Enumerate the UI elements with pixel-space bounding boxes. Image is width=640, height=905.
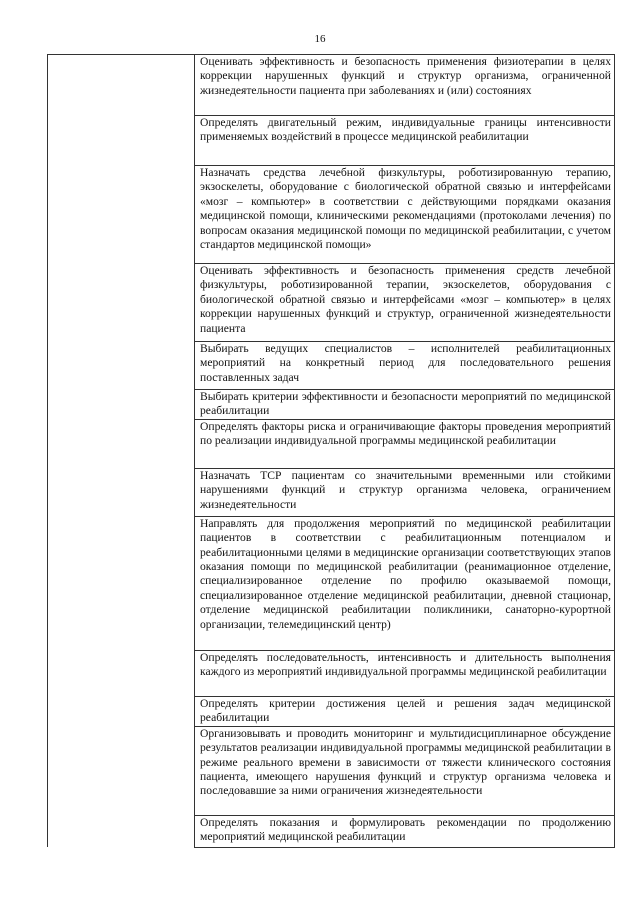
left-column-cell — [48, 55, 195, 848]
table-cell — [195, 116, 615, 166]
table-cell — [195, 726, 615, 815]
row-text: Организовывать и проводить мониторинг и мультидисциплинарное обсуждение результатов реализации индивидуальной программы медицинской реабилитации в режиме реального времени в зависимости от тяжести клинического состояния пациента, имеющего нарушения функций и структур организма человека и последовавшие за ними ограничения жизнедеятельности — [200, 726, 611, 798]
table-cell — [195, 390, 615, 420]
page-number: 16 — [314, 33, 326, 45]
row-text: Оценивать эффективность и безопасность применения физиотерапии в целях коррекции нарушенных функций и структур организма, ограниченной жизнедеятельности пациента при заболеваниях и (или) состояниях — [200, 55, 611, 97]
row-text: Определять факторы риска и ограничивающие факторы проведения мероприятий по реализации индивидуальной программы медицинской реабилитации — [200, 419, 611, 448]
table-row — [48, 55, 615, 116]
row-text: Определять критерии достижения целей и решения задач медицинской реабилитации — [200, 696, 611, 725]
table-cell — [195, 419, 615, 468]
row-text: Назначать ТСР пациентам со значительными временными или стойкими нарушениями функций и структур организма человека, ограничением жизнедеятельности — [200, 468, 611, 511]
skills-table — [47, 54, 615, 848]
table-cell — [195, 696, 615, 726]
row-text: Выбирать ведущих специалистов – исполнителей реабилитационных мероприятий на конкретный период для последовательного решения поставленных задач — [200, 342, 611, 384]
table-cell — [195, 815, 615, 847]
table-cell — [195, 342, 615, 390]
table-cell — [195, 468, 615, 516]
row-text: Определять двигательный режим, индивидуальные границы интенсивности применяемых воздействий в процессе медицинской реабилитации — [200, 116, 611, 144]
table-cell — [195, 166, 615, 264]
row-text: Определять последовательность, интенсивность и длительность выполнения каждого из мероприятий индивидуальной программы медицинской реабилитации — [200, 650, 611, 679]
row-text: Направлять для продолжения мероприятий по медицинской реабилитации пациентов в соответствии с реабилитационным потенциалом и реабилитационными целями в медицинские организации соответствующих этапов оказания помощи по медицинской реабилитации (реанимационное отделение, специализированное отделение по профилю оказываемой помощи, специализированное отделение медицинской реабилитации, дневной стационар, отделение медицинской реабилитации поликлиники, санаторно-курортной организации, телемедицинский центр) — [200, 516, 611, 631]
row-text: Выбирать критерии эффективности и безопасности мероприятий по медицинской реабилитации — [200, 390, 611, 418]
row-text: Назначать средства лечебной физкультуры, роботизированную терапию, экзоскелеты, оборудование с биологической обратной связью и интерфейсами «мозг – компьютер» в соответствии с действующими порядками оказания медицинской помощи, клиническими рекомендациями (протоколами лечения) по вопросам оказания медицинской помощи по медицинской реабилитации, с учетом стандартов медицинской помощи» — [200, 166, 611, 252]
table-cell — [195, 55, 615, 116]
table-cell — [195, 264, 615, 342]
table-cell — [195, 650, 615, 696]
row-text: Оценивать эффективность и безопасность применения средств лечебной физкультуры, роботизированной терапии, экзоскелетов, оборудования с биологической обратной связью и интерфейсами «мозг – компьютер» в целях коррекции нарушенных функций и структур, ограниченной жизнедеятельности пациента — [200, 264, 611, 335]
table-cell — [195, 516, 615, 650]
row-text: Определять показания и формулировать рекомендации по продолжению мероприятий медицинской реабилитации — [200, 815, 611, 844]
